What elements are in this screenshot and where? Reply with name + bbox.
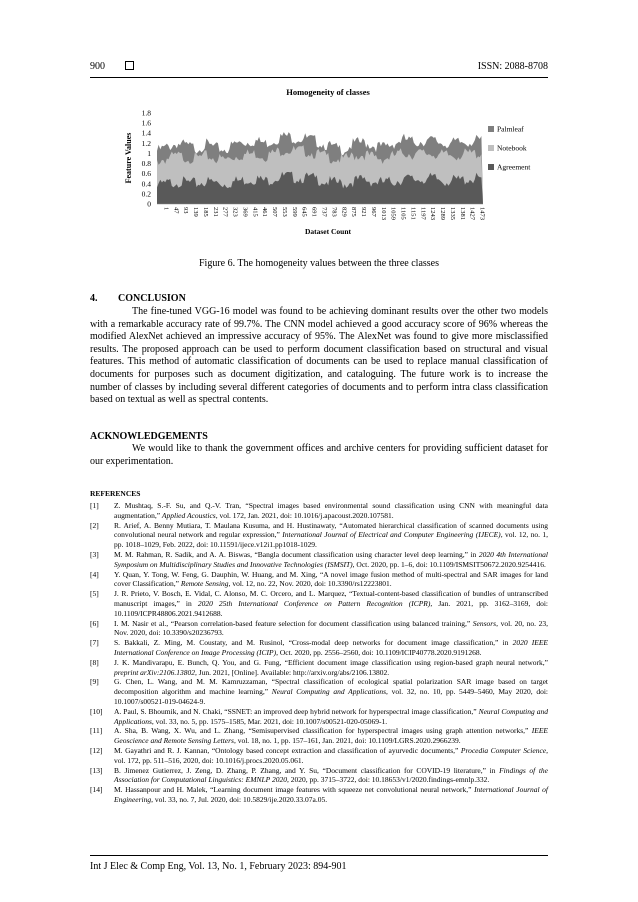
x-tick-label: 461 (261, 207, 269, 217)
reference-number: [2] (90, 520, 99, 530)
reference-venue: Findings of the Association for Computational Linguistics: EMNLP 2020 (114, 765, 549, 785)
x-tick-label: 967 (369, 207, 377, 217)
y-tick-label: 1.6 (141, 118, 151, 128)
reference-number: [12] (90, 745, 103, 755)
reference-number: [4] (90, 569, 99, 579)
x-tick-label: 1473 (478, 207, 486, 220)
reference-text: J. R. Prieto, V. Bosch, E. Vidal, C. Alonso, M. C. Orcero, and L. Marquez, “Textual-content-based classification of bundles of untranscribed manuscript images,” in (114, 589, 548, 608)
legend-swatch-palmleaf (488, 126, 494, 132)
reference-text: S. Bakkali, Z. Ming, M. Coustaty, and M. Rusinol, “Cross-modal deep networks for document image classification,” in (114, 638, 513, 648)
section-title: CONCLUSION (118, 293, 186, 304)
reference-item (90, 707, 548, 727)
x-tick-label: 1013 (379, 207, 387, 220)
footer-citation: Int J Elec & Comp Eng, Vol. 13, No. 1, February 2023: 894-901 (90, 861, 347, 872)
reference-text: M. Hassanpour and H. Malek, “Learning document image features with squeeze net convolutional neural network,” (114, 785, 475, 795)
reference-item (90, 785, 548, 805)
reference-number: [3] (90, 549, 99, 559)
reference-text: A. Paul, S. Bhoumik, and N. Chaki, “SSNET: an improved deep hybrid network for hyperspectral image classification,” (114, 706, 479, 716)
x-tick-label: 737 (320, 207, 328, 217)
y-tick-label: 1.2 (141, 138, 151, 148)
acknowledgements-heading: ACKNOWLEDGEMENTS (90, 431, 208, 442)
x-tick-label: 93 (182, 207, 190, 214)
x-tick-label: 1289 (439, 207, 446, 220)
reference-text: A. Sha, B. Wang, X. Wu, and L. Zhang, “Semisupervised classification for hyperspectral images using graph attention networks,” (114, 726, 532, 736)
reference-text: Z. Mushtaq, S.-F. Su, and Q.-V. Tran, “Spectral images based environmental sound classification using CNN with meaningful data augmentation,” (114, 501, 548, 520)
reference-text: M. Gayathri and R. J. Kannan, “Ontology based concept extraction and classification of ayurvedic documents,” (114, 745, 461, 755)
y-tick-label: 0.6 (141, 169, 151, 179)
reference-details: , vol. 12, no. 1, pp. 1018–1029, Feb. 2022, doi: 10.11591/ijece.v12i1.pp1018-1029. (114, 530, 548, 550)
reference-venue: Procedia Computer Science (460, 745, 547, 755)
y-tick-label: 0.4 (141, 179, 151, 189)
x-tick-label: 1427 (468, 207, 476, 220)
x-tick-label: 875 (350, 207, 358, 217)
reference-text: Y. Quan, Y. Tong, W. Feng, G. Dauphin, W. Huang, and M. Xing, “A novel image fusion method of multi-spectral and SAR images for land cover Classification,” (114, 569, 548, 589)
y-tick-label: 0.2 (141, 189, 151, 199)
reference-number: [14] (90, 785, 103, 795)
reference-text: I. M. Nasir et al., “Pearson correlation-based feature selection for document classification using balanced training,” (114, 618, 473, 628)
conclusion-text: The fine-tuned VGG-16 model was found to be achieving dominant results over the other two models with a remarkable accuracy rate of 99.7%. The CNN model achieved a good accuracy score of 96% whereas the modified AlexNet achieved an impressive accuracy of 95%. The AlexNet was found to give more misclassified results. The proposed approach can be used to perform document classification based on structural and visual features. This method of automatic classification of documents can be used to replace manual classification of documents for purposes such as document digitization, and cataloguing. The future work is to increase the number of classes by including several different categories of documents and to perform intra class classification based on textual as well as spectral contents. (90, 306, 548, 406)
legend-label-palmleaf: Palmleaf (497, 124, 524, 134)
reference-text: R. Arief, A. Benny Mutiara, T. Maulana Kusuma, and H. Hustinawaty, “Automated hierarchical classification of scanned documents using convolutional neural network and regular expression,” (114, 520, 548, 540)
reference-list (90, 501, 548, 805)
x-axis-ticks (162, 207, 485, 221)
reference-text: M. M. Rahman, R. Sadik, and A. A. Biswas, “Bangla document classification using character level deep learning,” in (114, 549, 479, 559)
reference-venue: Applied Acoustics (161, 510, 216, 520)
reference-details: , Oct. 2020, pp. 1–6, doi: 10.1109/ISMSIT50672.2020.9254416. (352, 559, 546, 569)
reference-venue: 2020 4th International Symposium on Multidisciplinary Studies and Innovative Technologies (ISMSIT) (114, 549, 548, 569)
reference-details: , Oct. 2020, pp. 2556–2560, doi: 10.1109/ICIP40778.2020.9191268. (276, 647, 482, 657)
page-number: 900 (90, 61, 105, 72)
chart-legend (488, 125, 531, 172)
x-tick-label: 921 (360, 207, 367, 217)
x-tick-label: 783 (330, 207, 338, 217)
reference-details: , vol. 172, Jan. 2021, doi: 10.1016/j.apacoust.2020.107581. (215, 510, 394, 520)
x-tick-label: 231 (211, 207, 219, 217)
legend-swatch-agreement (488, 164, 494, 170)
y-tick-label: 1.8 (141, 108, 151, 118)
figure-caption: Figure 6. The homogeneity values between the three classes (198, 258, 440, 269)
x-tick-label: 1059 (389, 207, 397, 220)
header-box-icon (125, 61, 134, 70)
reference-venue: International Journal of Engineering (114, 785, 548, 804)
x-tick-label: 645 (300, 207, 308, 217)
reference-details: , vol. 172, pp. 511–516, 2020, doi: 10.1016/j.procs.2020.05.061. (114, 745, 548, 765)
reference-number: [8] (90, 657, 99, 667)
reference-item (90, 501, 548, 521)
x-tick-label: 553 (281, 207, 288, 217)
legend-label-notebook: Notebook (497, 143, 527, 153)
reference-details: , vol. 33, no. 5, pp. 1575–1585, Mar. 2021, doi: 10.1007/s00521-020-05069-1. (151, 716, 388, 726)
reference-item (90, 658, 548, 678)
reference-details: , Jun. 2021, [Online]. Available: http://arxiv.org/abs/2106.13802. (194, 667, 390, 677)
reference-number: [13] (90, 765, 103, 775)
x-tick-label: 369 (241, 207, 249, 217)
header-rule (90, 77, 548, 78)
reference-item (90, 766, 548, 786)
acknowledgements-text: We would like to thank the government offices and archive centers for providing sufficient dataset for our experimentation. (90, 443, 548, 467)
reference-venue: Neural Computing and Applications (114, 706, 548, 726)
reference-item (90, 746, 548, 766)
reference-venue: IEEE Geoscience and Remote Sensing Letters (114, 726, 548, 746)
reference-details: , Jan. 2021, pp. 3162–3169, doi: 10.1109/ICPR48806.2021.9412688. (114, 598, 548, 618)
y-tick-label: 0.8 (141, 159, 151, 169)
x-tick-label: 139 (192, 207, 200, 217)
x-tick-label: 1197 (419, 207, 427, 220)
reference-item (90, 726, 548, 746)
x-tick-label: 415 (251, 207, 259, 217)
reference-text: G. Chen, L. Wang, and M. M. Kamruzzaman, “Spectral classification of ecological spatial polarization SAR image based on target decomposition algorithm and machine learning,” (114, 677, 548, 697)
reference-number: [9] (90, 677, 99, 687)
reference-venue: International Journal of Electrical and Computer Engineering (IJECE) (282, 530, 501, 540)
x-tick-label: 1243 (429, 207, 437, 220)
section-heading-conclusion (90, 293, 186, 304)
reference-item (90, 521, 548, 550)
x-tick-label: 1381 (458, 207, 466, 220)
reference-details: , vol. 18, no. 1, pp. 157–161, Jan. 2021, doi: 10.1109/LGRS.2020.2966239. (233, 736, 461, 746)
reference-text: J. K. Mandivarapu, E. Bunch, Q. You, and G. Fung, “Efficient document image classification using region-based graph neural network,” (114, 657, 548, 667)
x-tick-label: 599 (290, 207, 298, 217)
reference-number: [5] (90, 589, 99, 599)
reference-venue: Sensors (472, 618, 497, 628)
x-tick-label: 1335 (448, 207, 456, 220)
reference-details: , vol. 32, no. 10, pp. 5449–5460, May 2020, doi: 10.1007/s00521-019-04624-9. (114, 687, 548, 706)
chart-title: Homogeneity of classes (286, 87, 370, 97)
x-tick-label: 185 (202, 207, 209, 217)
homogeneity-chart (90, 80, 548, 250)
references-heading: REFERENCES (90, 489, 141, 498)
legend-label-agreement: Agreement (497, 162, 531, 172)
reference-number: [11] (90, 726, 103, 736)
legend-swatch-notebook (488, 145, 494, 151)
reference-venue: preprint arXiv:2106.13802 (114, 667, 195, 677)
reference-item (90, 550, 548, 570)
reference-item (90, 589, 548, 618)
footer-rule (90, 855, 548, 856)
x-tick-label: 47 (172, 207, 180, 214)
reference-item (90, 677, 548, 706)
reference-venue: Neural Computing and Applications (271, 687, 387, 697)
x-tick-label: 507 (271, 207, 279, 217)
chart-plot-area (157, 132, 483, 204)
x-tick-label: 323 (231, 207, 239, 217)
y-tick-label: 0 (147, 199, 151, 209)
x-tick-label: 691 (310, 207, 318, 217)
reference-venue: Remote Sensing (180, 579, 229, 589)
reference-number: [6] (90, 618, 99, 628)
reference-details: , vol. 20, no. 23, Nov. 2020, doi: 10.3390/s20236793. (114, 618, 548, 638)
y-tick-label: 1 (147, 148, 151, 158)
reference-item (90, 638, 548, 658)
reference-venue: 2020 IEEE International Conference on Image Processing (ICIP) (114, 638, 548, 657)
reference-details: , 2020, pp. 3715–3722, doi: 10.18653/v1/2020.findings-emnlp.332. (287, 775, 490, 785)
section-number: 4. (90, 293, 98, 304)
journal-issn: ISSN: 2088-8708 (477, 61, 548, 72)
reference-details: , vol. 12, no. 22, Nov. 2020, doi: 10.3390/rs12223801. (228, 579, 392, 589)
y-axis-label: Feature Values (124, 132, 133, 184)
reference-number: [1] (90, 501, 99, 510)
conclusion-paragraph (90, 306, 548, 407)
x-tick-label: 277 (221, 207, 229, 217)
x-tick-label: 1151 (409, 207, 417, 220)
reference-number: [10] (90, 706, 103, 716)
reference-venue: 2020 25th International Conference on Pattern Recognition (ICPR) (197, 598, 431, 608)
reference-text: B. Jimenez Gutierrez, J. Zeng, D. Zhang, P. Zhang, and Y. Su, “Document classification for COVID-19 literature,” in (114, 765, 500, 775)
reference-details: , vol. 33, no. 7, Jul. 2020, doi: 10.5829/ije.2020.33.07a.05. (151, 794, 328, 804)
reference-item (90, 570, 548, 590)
acknowledgements-paragraph (90, 443, 548, 468)
x-tick-label: 1 (162, 207, 170, 211)
y-tick-label: 1.4 (141, 128, 151, 138)
reference-number: [7] (90, 638, 99, 648)
x-axis-label: Dataset Count (304, 227, 352, 236)
reference-item (90, 619, 548, 639)
y-axis-ticks (142, 109, 152, 209)
x-tick-label: 1105 (399, 207, 407, 220)
x-tick-label: 829 (340, 207, 348, 217)
